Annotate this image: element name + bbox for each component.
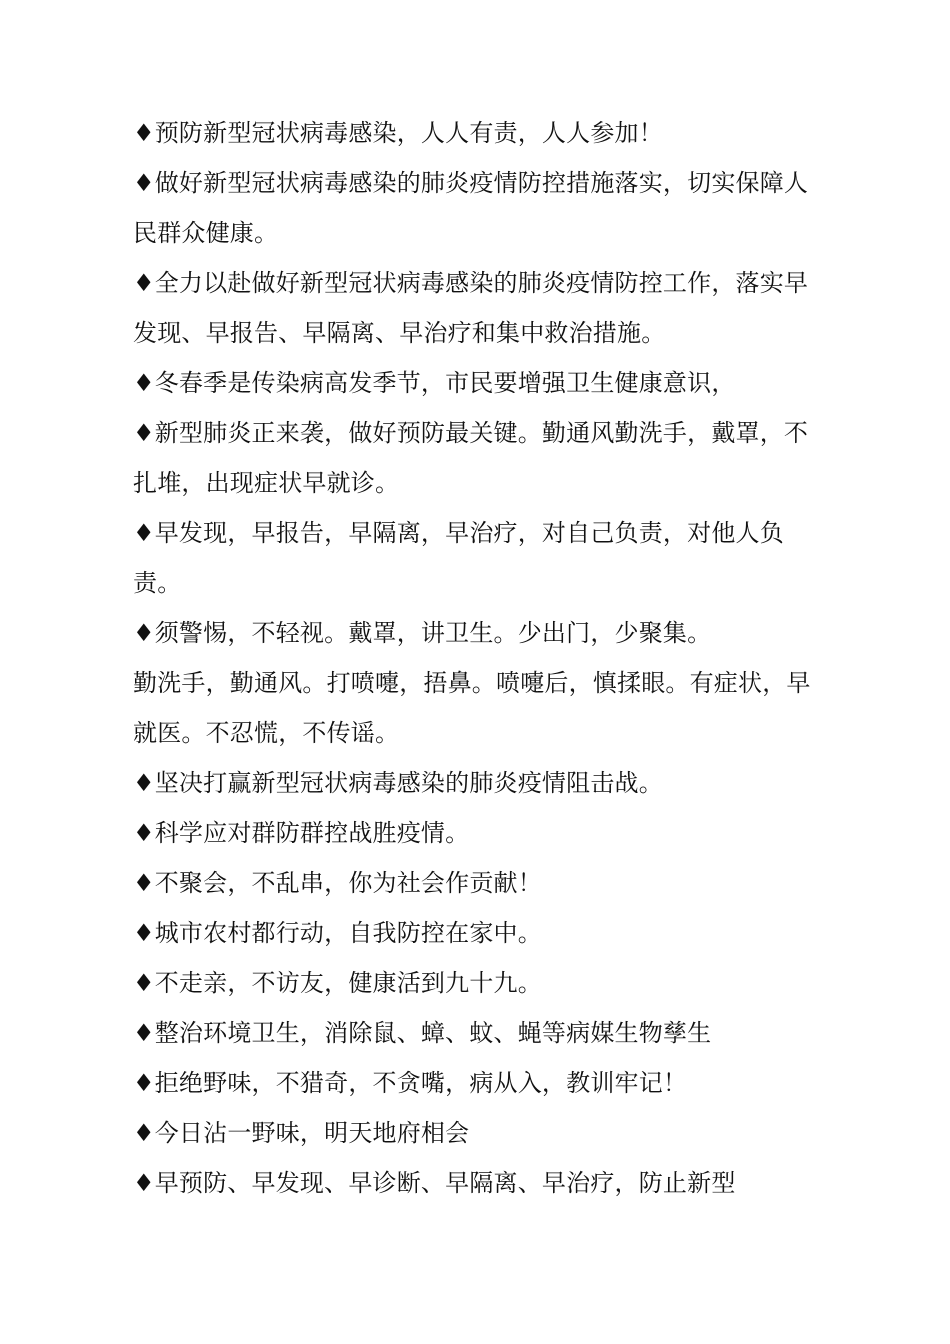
text-line: ♦整治环境卫生，消除鼠、蟑、蚊、蝇等病媒生物孳生: [133, 1019, 712, 1047]
text-line: ♦预防新型冠状病毒感染，人人有责，人人参加！: [133, 119, 663, 147]
document-body: [133, 108, 823, 1208]
text-line: ♦早预防、早发现、早诊断、早隔离、早治疗，防止新型: [133, 1169, 736, 1197]
text-line: ♦科学应对群防群控战胜疫情。: [133, 819, 470, 847]
text-line: ♦须警惕，不轻视。戴罩，讲卫生。少出门，少聚集。: [133, 619, 712, 647]
text-line: ♦今日沾一野味，明天地府相会: [133, 1119, 470, 1147]
text-line: 扎堆，出现症状早就诊。: [133, 469, 400, 497]
text-line: ♦城市农村都行动，自我防控在家中。: [133, 919, 542, 947]
text-line: ♦拒绝野味，不猎奇，不贪嘴，病从入，教训牢记！: [133, 1069, 688, 1097]
text-line: ♦新型肺炎正来袭，做好预防最关键。勤通风勤洗手，戴罩，不: [133, 419, 809, 447]
text-line: ♦冬春季是传染病高发季节，市民要增强卫生健康意识，: [133, 369, 736, 397]
text-line: ♦做好新型冠状病毒感染的肺炎疫情防控措施落实，切实保障人: [133, 169, 809, 197]
text-line: ♦早发现，早报告，早隔离，早治疗，对自己负责，对他人负: [133, 519, 784, 547]
text-line: 就医。不忍慌，不传谣。: [133, 719, 400, 747]
text-line: 责。: [133, 569, 182, 597]
text-line: 勤洗手，勤通风。打喷嚏，捂鼻。喷嚏后，慎揉眼。有症状，早: [133, 669, 811, 697]
text-line: ♦不走亲，不访友，健康活到九十九。: [133, 969, 542, 997]
text-line: ♦不聚会，不乱串，你为社会作贡献！: [133, 869, 542, 897]
text-line: 民群众健康。: [133, 219, 279, 247]
text-line: 发现、早报告、早隔离、早治疗和集中救治措施。: [133, 319, 666, 347]
text-line: ♦坚决打赢新型冠状病毒感染的肺炎疫情阻击战。: [133, 769, 663, 797]
text-line: ♦全力以赴做好新型冠状病毒感染的肺炎疫情防控工作，落实早: [133, 269, 809, 297]
